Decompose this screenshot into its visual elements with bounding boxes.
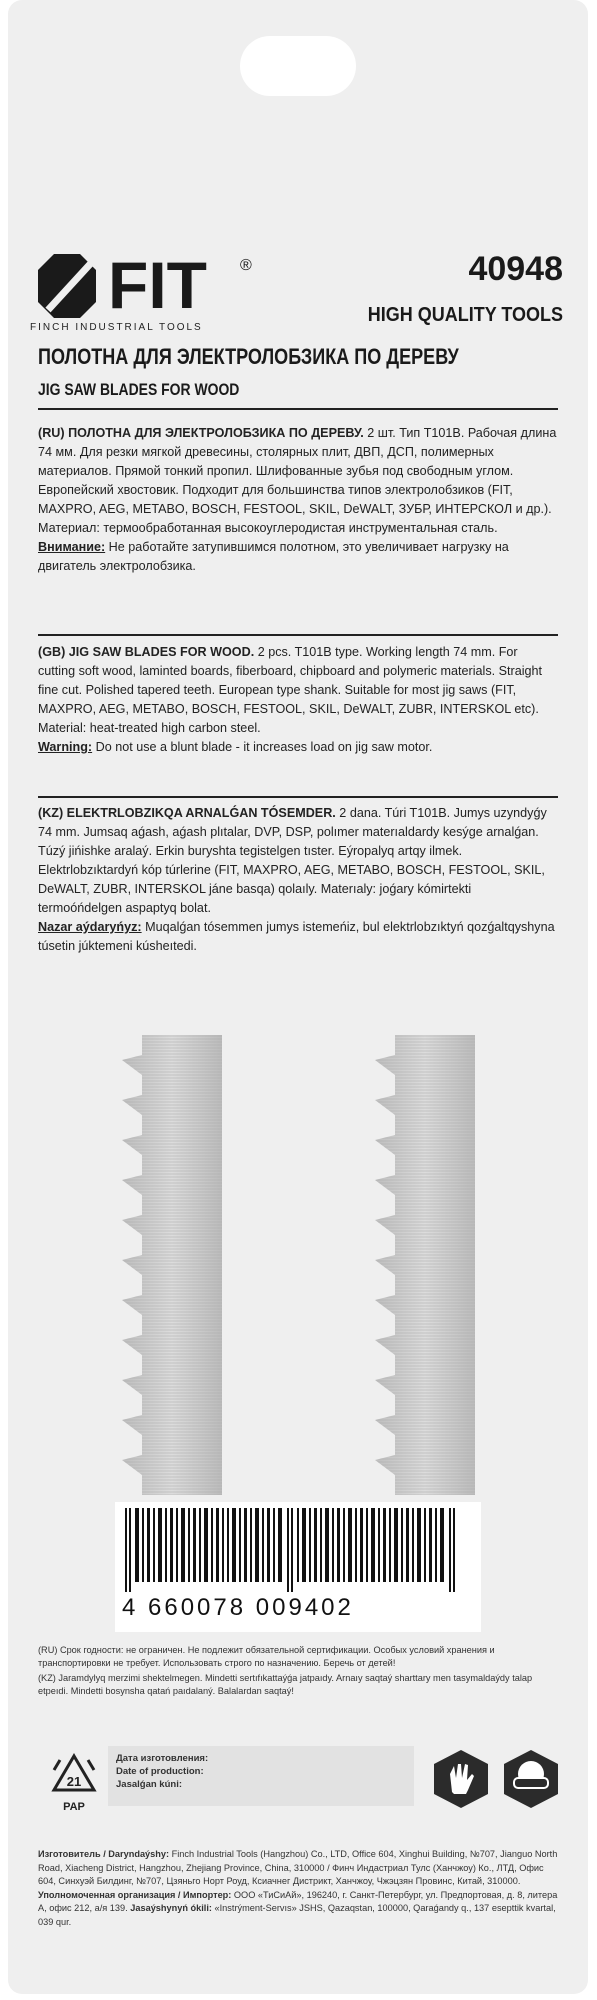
production-date-kz: Jasalǵan kúni: [116,1779,182,1790]
logo-emblem-icon [38,254,96,318]
ru-heading: (RU) ПОЛОТНА ДЛЯ ЭЛЕКТРОЛОБЗИКА ПО ДЕРЕВУ. [38,426,364,440]
importer-text: ООО «ТиСиАй», 196240, г. Санкт-Петербург, ул. Предпортовая, д. 8, литера А, офис 212, а/я 139. [38,1889,558,1913]
gloves-icon [430,1748,492,1810]
kz-heading: (KZ) ELEKTRLOBZIKQA ARNALǴAN TÓSEMDER. [38,806,336,820]
saw-blade [365,1035,485,1495]
gb-warning-label: Warning: [38,740,93,754]
kz-warning-text: Muqalǵan tósemmen jumys istemeńiz, bul elektrlobzıktyń qozǵaltqyshyna túsetin júktemeni kúsheıtedi. [38,920,555,953]
article-number: 40948 [468,250,563,288]
storage-note-ru: (RU) Срок годности: не ограничен. Не подлежит обязательной сертификации. Особых условий хранения и транспортировки не требует. Использовать строго по назначению. Беречь от детей! [38,1645,495,1668]
barcode-bars [115,1502,481,1592]
description-kz [38,804,558,956]
description-gb [38,643,558,757]
recycle-code: 21 [66,1774,82,1789]
ru-warning-text: Не работайте затупившимся полотном, это увеличивает нагрузку на двигатель электролобзика. [38,540,509,573]
gb-warning-text: Do not use a blunt blade - it increases load on jig saw motor. [92,740,433,754]
fit-logo [30,240,260,330]
production-date-ru: Дата изготовления: [116,1753,209,1764]
description-ru [38,424,558,576]
manufacturer-info [38,1848,558,1929]
storage-note-kz: (KZ) Jaramdylyq merzimi shektelmegen. Mindetti sertıfıkattaýǵa jatpaıdy. Arnaıy saqtaý sharttary men tasymaldaýdy talap etpeıdi. Mindetti bosynsha qatań paıdalaný. Balalardan saqtaý! [38,1673,533,1696]
barcode-digits: 4 660078 009402 [122,1594,354,1621]
product-title-ru: ПОЛОТНА ДЛЯ ЭЛЕКТРОЛОБЗИКА ПО ДЕРЕВУ [38,344,459,369]
divider [38,634,558,636]
recycle-label: PAP [63,1801,85,1813]
production-date-box [108,1746,414,1806]
importer-label: Уполномоченная организация / Импортер: [38,1889,232,1900]
saw-blade [112,1035,232,1495]
production-date-en: Date of production: [116,1766,204,1777]
ru-body: 2 шт. Тип T101B. Рабочая длина 74 мм. Для резки мягкой древесины, столярных плит, ДВП, ДСП, полимерных материалов. Прямой тонкий пропил. Шлифованные зубья под свободным углом. Европейский хвостовик. Подходит для большинства типов электролобзиков (FIT, MAXPRO, AEG, METABO, BOSCH, FESTOOL, SKIL, DeWALT, ЗУБР, ИНТЕРСКОЛ и др.). Материал: термообработанная высокоуглеродистая инструментальная сталь. [38,426,557,535]
registered-mark: ® [240,257,252,274]
gb-body: 2 pcs. T101B type. Working length 74 mm. For cutting soft wood, laminted boards, fiberboard, chipboard and polymeric materials. Straight fine cut. Polished tapered teeth. European type shank. Suitable for most jig saws (FIT, MAXPRO, AEG, METABO, BOSCH, FESTOOL, SKIL, DeWALT, ZUBR, INTERSKOL etc). Material: heat-treated high carbon steel. [38,645,543,735]
quality-tagline: HIGH QUALITY TOOLS [367,304,563,326]
recycle-icon [44,1752,104,1818]
divider [38,796,558,798]
kz-body: 2 dana. Túri T101B. Jumys uzyndyǵy 74 mm. Jumsaq aǵash, aǵash plıtalar, DVP, DSP, polımer materıaldardy kesýge arnalǵan. Túzý jińishke aralaý. Erkin buryshta tegistelgen tıster. Eýropalyq artqy ilmek. Elektrlobzıktardyń kóp túrlerine (FIT, MAXPRO, AEG, METABO, BOSCH, FESTOOL, SKIL, DeWALT, ZUBR, INTERSKOL jáne basqa) qolaıly. Materıaly: joǵary kómirtekti termoóńdelgen aspaptyq bolat. [38,806,547,915]
divider [38,408,558,410]
logo-text: FIT [108,248,207,322]
kz-representative-text: «Instrýment-Servıs» JSHS, Qazaqstan, 100000, Qaraǵandy q., 137 esepttik kvartal, 039 qur. [38,1903,556,1927]
manufacturer-text: Finch Industrial Tools (Hangzhou) Co., LTD, Office 604, Xinghui Building, №707, Jianguo North Road, Xiacheng District, Hangzhou, Zhejiang Province, China, 310000 / Финч Индастриал Тулс (Ханчжоу) Ко., ЛТД, Офис 604, Синхуэй Билдинг, №707, Цзяньго Норт Роуд, Ксиачнег Дистрикт, Ханчжоу, Чжэцзян Провинс, Китай, 310000. [38,1849,558,1886]
kz-representative-label: Jasaýshynyń ókili: [130,1903,212,1913]
goggles-icon [500,1748,562,1810]
manufacturer-label: Изготовитель / Daryndaýshy: [38,1849,170,1859]
kz-warning-label: Nazar aýdaryńyz: [38,920,142,934]
hang-hole [240,36,356,96]
gb-heading: (GB) JIG SAW BLADES FOR WOOD. [38,645,255,659]
product-title-en: JIG SAW BLADES FOR WOOD [38,380,240,399]
ru-warning-label: Внимание: [38,540,106,554]
logo-tagline: FINCH INDUSTRIAL TOOLS [30,322,203,333]
